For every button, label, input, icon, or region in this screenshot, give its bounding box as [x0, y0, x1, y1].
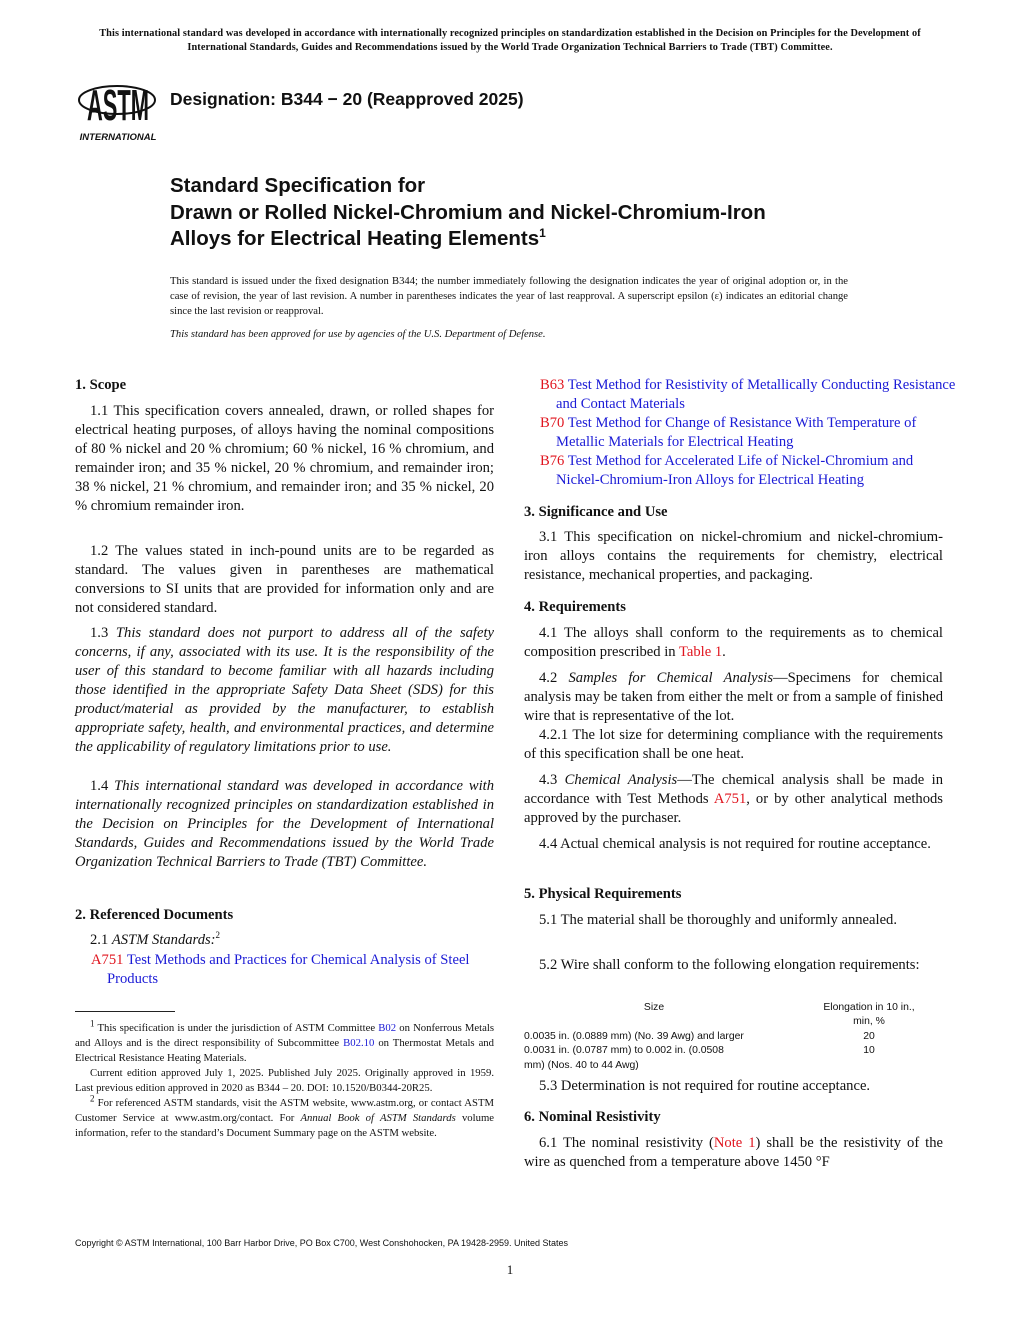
astm-logo-icon: [76, 68, 160, 144]
footnotes: [75, 1018, 494, 1141]
paragraph-1-3: [75, 624, 494, 757]
paragraph-3-1: [524, 528, 943, 585]
reference-b63[interactable]: [540, 376, 959, 414]
paragraph-5-2: [524, 956, 943, 975]
svg-text:ASTM: ASTM: [87, 81, 149, 130]
text-run: 1.3: [90, 625, 116, 641]
text-run: on Thermostat Metals and Electrical Resistance Heating Materials.: [75, 1037, 494, 1064]
cell-size: 0.0031 in. (0.0787 mm) to 0.002 in. (0.0508 mm) (Nos. 40 to 44 Awg): [524, 1045, 724, 1071]
section-4-heading: 4. Requirements: [524, 599, 626, 615]
text-run: 5.1 The material shall be thoroughly and uniformly annealed.: [539, 912, 897, 928]
text-run: Current edition approved July 1, 2025. Published July 2025. Originally approved in 1959. Last previous edition approved in 2020 as B344 – 20. DOI: 10.1520/B0344-20R25.: [75, 1067, 494, 1094]
link-text[interactable]: Test Method for Accelerated Life of Nickel-Chromium and Nickel-Chromium-Iron Alloys for Electrical Heating: [556, 453, 914, 488]
standard-notice: This international standard was developed in accordance with internationally recognized principles on standardization established in the Decision on Principles for the Development of International Standards, Guides and Recommendations issued by the World Trade Organization Technical Barriers to Trade (TBT) Committee.: [99, 28, 921, 53]
link-text[interactable]: Table 1: [678, 644, 723, 660]
paragraph-4-4: [524, 835, 943, 854]
section-1-heading: 1. Scope: [75, 377, 127, 393]
link-text[interactable]: Test Methods and Practices for Chemical Analysis of Steel Products: [107, 952, 470, 987]
paragraph-1-2: [75, 542, 494, 618]
text-run: 4.4 Actual chemical analysis is not required for routine acceptance.: [539, 836, 931, 852]
cell-elongation: 10: [863, 1045, 875, 1057]
defense-note: This standard has been approved for use by agencies of the U.S. Department of Defense.: [170, 329, 546, 340]
text-run: For referenced ASTM standards, visit the ASTM website, www.astm.org, or contact ASTM Customer Service at www.astm.org/contact. For: [75, 1097, 494, 1124]
section-5-heading: 5. Physical Requirements: [524, 886, 682, 902]
link-text[interactable]: Test Method for Change of Resistance With Temperature of Metallic Materials for Electrical Heating: [556, 415, 917, 450]
text-run: Samples for Chemical Analysis: [568, 670, 773, 686]
text-run: 6.1 The nominal resistivity (: [539, 1135, 714, 1151]
copyright: Copyright © ASTM International, 100 Barr Harbor Drive, PO Box C700, West Conshohocken, PA 19428-2959. United States: [75, 1238, 569, 1248]
text-run: 1.1 This specification covers annealed, drawn, or rolled shapes for electrical heating purposes, of alloys having the nominal compositions of 80 % nickel and 20 % chromium; 60 % nickel, 16 % chromium, and remainder iron; and 35 % nickel, 20 % chromium, and remainder iron; 38 % nickel, 21 % chromium, and remainder iron; and 35 % nickel, 20 % chromium remainder iron.: [75, 403, 494, 514]
footnote-mark: 1: [90, 1018, 95, 1029]
table-row: [524, 1030, 944, 1044]
title-line-1: Standard Specification for: [170, 174, 426, 197]
reference-b76[interactable]: [540, 452, 959, 490]
section-3-heading: 3. Significance and Use: [524, 504, 668, 520]
cell-elongation: 20: [863, 1030, 875, 1042]
paragraph-5-3: [524, 1077, 943, 1096]
footnote-divider: [75, 1011, 175, 1012]
link-text[interactable]: B63: [540, 377, 565, 393]
paragraph-1-1: [75, 402, 494, 516]
table-header-row: [524, 1001, 944, 1030]
astm-logo: [76, 68, 160, 144]
footnote-1-edition: [75, 1066, 494, 1096]
text-run: Chemical Analysis: [564, 772, 678, 788]
cell-size: 0.0035 in. (0.0889 mm) (No. 39 Awg) and larger: [524, 1030, 744, 1042]
paragraph-1-4: [75, 777, 494, 872]
text-run: 2.1: [90, 932, 112, 948]
text-run: 4.2: [539, 670, 569, 686]
text-run: This international standard was developed in accordance with internationally recognized principles on standardization established in the Decision on Principles for the Development of International Standards, Guides and Recommendations issued by the World Trade Organization Technical Barriers to Trade (TBT) Committee.: [75, 778, 495, 870]
paragraph-5-1: [524, 911, 943, 930]
text-run: , or by other analytical methods approved by the purchaser.: [524, 791, 943, 826]
paragraph-4-3: [524, 771, 943, 828]
link-text[interactable]: A751: [713, 791, 747, 807]
paragraph-4-2-1: [524, 726, 943, 764]
section-2-heading: 2. Referenced Documents: [75, 907, 234, 923]
title-line-2: Drawn or Rolled Nickel-Chromium and Nickel-Chromium-Iron Alloys for Electrical Heating Elements: [170, 200, 766, 250]
svg-text:INTERNATIONAL: INTERNATIONAL: [79, 132, 157, 143]
text-run: This specification is under the jurisdiction of ASTM Committee: [94, 1022, 379, 1034]
reference-b70[interactable]: [540, 414, 959, 452]
reference-a751[interactable]: [91, 951, 510, 989]
paragraph-4-2: [524, 669, 943, 726]
footnote-mark: 2: [215, 930, 221, 941]
link-text[interactable]: B02: [378, 1022, 397, 1034]
text-run: 4.1 The alloys shall conform to the requirements as to chemical composition prescribed in: [524, 625, 943, 660]
text-run: 5.3 Determination is not required for routine acceptance.: [539, 1078, 871, 1094]
text-run: ASTM Standards:: [111, 932, 216, 948]
text-run: 3.1 This specification on nickel-chromium and nickel-chromium-iron alloys contains the requirements for chemistry, electrical resistance, mechanical properties, and packaging.: [524, 529, 943, 583]
text-run: 1.2 The values stated in inch-pound units are to be regarded as standard. The values given in parentheses are mathematical conversions to SI units that are provided for information only and are not considered standard.: [75, 543, 494, 616]
text-run: 4.3: [539, 772, 565, 788]
link-text[interactable]: B76: [540, 453, 565, 469]
text-run: —The chemical analysis shall be made in accordance with Test Methods: [524, 772, 943, 807]
link-text[interactable]: B02.10: [343, 1037, 375, 1049]
link-text[interactable]: Test Method for Resistivity of Metallically Conducting Resistance and Contact Materials: [556, 377, 956, 412]
section-6-heading: 6. Nominal Resistivity: [524, 1109, 661, 1125]
text-run: ) shall be the resistivity of the wire as quenched from a temperature above 1450 °F: [524, 1135, 943, 1170]
link-text[interactable]: B70: [540, 415, 565, 431]
paragraph-2-1: [75, 931, 494, 950]
footnote-mark: 2: [90, 1093, 95, 1104]
text-run: 4.2.1 The lot size for determining compliance with the requirements of this specification shall be one heat.: [524, 727, 943, 762]
footnote-1: [75, 1018, 494, 1066]
designation: Designation: B344 − 20 (Reapproved 2025): [170, 89, 524, 109]
text-run: 1.4: [90, 778, 115, 794]
table-row: [524, 1044, 944, 1073]
title-footnote-mark: 1: [539, 226, 546, 241]
text-run: on Nonferrous Metals and Alloys and is the direct responsibility of Subcommittee: [75, 1022, 494, 1049]
paragraph-4-1: [524, 624, 943, 662]
paragraph-6-1: [524, 1134, 943, 1172]
link-text[interactable]: A751: [91, 952, 124, 968]
text-run: This standard does not purport to address all of the safety concerns, if any, associated with its use. It is the responsibility of the user of this standard to become familiar with all hazards including those identified in the appropriate Safety Data Sheet (SDS) for this product/material as provided by the manufacturer, to establish appropriate safety, health, and environmental practices, and determine the applicability of regulatory limitations prior to use.: [75, 625, 494, 755]
preamble: This standard is issued under the fixed designation B344; the number immediately following the designation indicates the year of original adoption or, in the case of revision, the year of last revision. A number in parentheses indicates the year of last reapproval. A superscript epsilon (ε) indicates an editorial change since the last revision or reapproval.: [170, 276, 848, 317]
text-run: 5.2 Wire shall conform to the following elongation requirements:: [539, 957, 920, 973]
text-run: —Specimens for chemical analysis may be taken from either the melt or from a sample of finished wire that is representative of the lot.: [524, 670, 943, 724]
link-text[interactable]: Note 1: [713, 1135, 756, 1151]
elongation-table: [524, 1001, 944, 1073]
footnote-2: [75, 1093, 494, 1141]
text-run: Annual Book of ASTM Standards: [300, 1112, 456, 1124]
document-title: [170, 173, 870, 253]
column-header-elongation: Elongation in 10 in., min, %: [823, 1002, 915, 1028]
column-header-size: Size: [643, 1002, 665, 1013]
page-number: 1: [506, 1262, 514, 1277]
text-run: .: [722, 644, 726, 660]
text-run: volume information, refer to the standard’s Document Summary page on the ASTM website.: [75, 1112, 494, 1139]
